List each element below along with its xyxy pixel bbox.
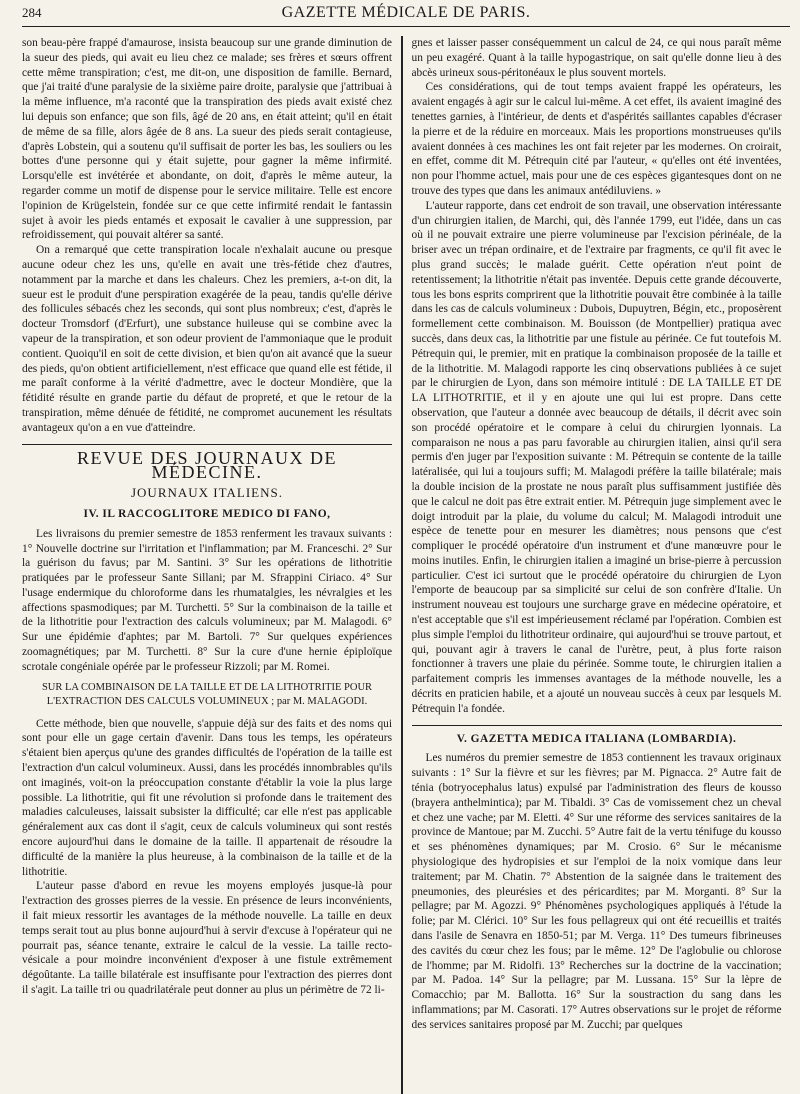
right-paragraph-2: Ces considérations, qui de tout temps avaient frappé les opérateurs, les avaient engagés à agir sur le calcul lui-même. A cet effet, ils avaient imaginé des tenettes garnies, à l'intérieur, de dents et d'aspérités saillantes capables d'écraser la pierre et de la réduire en morceaux. Mais les proportions monstrueuses qu'ils avaient données à ces machines les ont fait rejeter par les modernes. On croirait, en effet, comme dit M. Pétrequin cité par l'auteur, « qu'elles ont été inventées, non pour l'homme actuel, mais pour une de ces espèces gigantesques dont on ne trouve des types que dans les animaux antédiluviens. » <box>411 81 782 197</box>
review-subtitle: JOURNAUX ITALIENS. <box>130 485 283 501</box>
right-paragraph-3: L'auteur rapporte, dans cet endroit de son travail, une observation intéressante d'un chirurgien italien, de Marchi, qui, dès l'année 1799, eut l'idée, dans un cas où il ne pouvait extraire une pierre volumineuse par l'excision périnéale, de la briser avec un trépan ordinaire, et de l'extraire par fragments, ce qu'il fit avec le plus grand succès; le malade guérit. Cette opération n'eut point de retentissement; la lithotritie n'était pas inventée. Depuis cette grande découverte, tous les bons esprits comprirent que la lithotritie pouvait être combinée à la taille dans les cas de calculs volumineux : Dubois, Dupuytren, Bégin, etc., proposèrent formellement cette combinaison. M. Bouisson (de Montpellier) pratiqua avec succès, dans deux cas, la lithotritie par une fistule au périnée. Ce fut toutefois M. Pétrequin qui, le premier, mit en pratique la combinaison proposée de la taille et de la lithotritie. M. Malagodi rapporte les cinq observations publiées à ce sujet par le chirurgien de Lyon, dans son mémoire intitulé : DE LA TAILLE ET DE LA LITHOTRITIE, et il y en ajoute une qui lui est propre. Dans cette observation, que l'auteur a donnée avec beaucoup de détails, il décrit avec soin son procédé opératoire et le compare à celui du chirurgien lyonnais. La comparaison ne nous a pas paru favorable au chirurgien italien, ainsi qu'il sera permis d'en juger par l'exposition suivante : M. Pétrequin se contente de la taille latéralisée, qui lui a toujours suffi; M. Malagodi préfère la taille bilatérale; mais la double incision de la prostate ne nous paraît plus suffisamment justifiée dès que le calcul ne doit pas être extrait entier. M. Pétrequin juge simplement avec le doigt introduit par la plaie, du volume du calcul; M. Malagodi introduit une espèce de tenette pour en mesurer les diamètres; nous pensons que c'est compliquer le procédé opératoire d'un instrument et d'une manœuvre pour le moins inutiles. Enfin, le chirurgien italien a imaginé un brise-pierre à percussion particulier. C'est ici surtout que le procédé opératoire du chirurgien de Lyon l'emporte de beaucoup par sa simplicité sur celui de son confrère d'Italie. Un instrument nouveau est toujours une surcharge grave en médecine opératoire, et n'est acceptable que s'il est impérieusement réclamé par l'opération. Combien est plus simple l'emploi du lithotriteur ordinaire, qui aujourd'hui se trouve partout, et qui, pouvant agir à travers le canal de l'urètre, peut, à plus forte raison fonctionner à travers une plaie du périnée. Somme toute, le chirurgien italien a parfaitement compris les immenses avantages de la méthode nouvelle, les a décrits en praticien habile, et a ajouté un nouveau succès à ceux par lesquels M. Pétrequin l'a fondée. <box>411 199 782 715</box>
left-paragraph-2: On a remarqué que cette transpiration locale n'exhalait aucune ou presque aucune odeur chez les uns, qu'elle en avait une très-fétide chez d'autres, notamment par la marche et dans les chaleurs. Chez les premiers, a-t-on dit, la sueur est le produit d'une perspiration exagérée de la peau, tandis qu'elle dérive des follicules sébacés chez les seconds, qui sont plus nombreux; c'est, d'après le docteur Tromsdorf (d'Erfurt), une substance huileuse qui se combine avec la vapeur de la transpiration, et son odeur provient de l'ammoniaque que le produit contient. Quoiqu'il en soit de cette division, et bien qu'on ait avancé que la sueur des pieds, qu'on obtient artificiellement, n'est efficace que quand elle est fétide, il me paraît conforme à la vérité d'admettre, avec le docteur Mondière, que la fétidité résulte en grande partie du défaut de propreté, et que le retour de la transpiration, même dénuée de fétidité, ne compromet aucunement les résultats avantageux qu'on a en vue d'atteindre. <box>22 244 392 434</box>
column-rule <box>401 36 403 1094</box>
columns <box>22 36 790 1094</box>
article-heading: SUR LA COMBINAISON DE LA TAILLE ET DE LA LITHOTRITIE POUR L'EXTRACTION DES CALCULS VOLUMINEUX ; par M. MALAGODI. <box>41 681 373 707</box>
journal-title: GAZETTE MÉDICALE DE PARIS. <box>281 4 531 21</box>
section-heading-iv: IV. IL RACCOGLITORE MEDICO DI FANO, <box>83 507 331 520</box>
review-title: REVUE DES JOURNAUX DE MÉDECINE. <box>77 447 337 483</box>
page-header <box>22 0 790 27</box>
right-paragraph-1: gnes et laisser passer conséquemment un calcul de 24, ce qui nous paraît même un peu exagéré. Quant à la taille hypogastrique, on sait qu'elle donne lieu à des abcès urineux sous-péritonéaux le plus souvent mortels. <box>411 37 782 79</box>
left-column <box>22 36 392 1094</box>
left-paragraph-4: L'auteur passe d'abord en revue les moyens employés jusque-là pour l'extraction des grosses pierres de la vessie. En présence de leurs inconvénients, il fait mieux ressortir les avantages de la méthode nouvelle. La taille en deux temps serait tout au plus bonne aujourd'hui à servir d'excuse à l'opérateur qui ne pourrait pas, séance tenante, extraire le calcul de la vessie. La taille recto-vésicale a pour moindre inconvénient d'exposer à une fistule extrêmement dégoûtante. La taille bilatérale est insuffisante pour l'extraction des pierres dont il s'agit. La taille tri ou quadrilatérale peut donner au plus un périmètre de 72 li- <box>22 880 392 997</box>
section-heading-v: V. GAZETTA MEDICA ITALIANA (LOMBARDIA). <box>456 732 737 745</box>
section-divider-right <box>412 725 782 726</box>
section-divider <box>22 444 392 445</box>
page-number: 284 <box>22 5 42 20</box>
left-paragraph-1: son beau-père frappé d'amaurose, insista beaucoup sur une grande diminution de la sueur des pieds, qui avait eu lieu chez ce malade; ses frères et sœurs offrent cette même transpiration; c'est, me dit-on, une disposition de famille. Bernard, que j'ai traité d'une paralysie de la sixième paire droite, paralysie que j'attribuai à la même influence, m'a raconté que la transpiration des pieds avait existé chez lui depuis son enfance; que son fils, âgé de 20 ans, en était atteint; qu'il en était de même de sa fille, alors âgée de 8 ans. La sueur des pieds serait contagieuse, d'après Lobstein, qui a soutenu qu'il suffisait de porter les bas, les souliers ou les bottes d'une personne qui y était sujette, pour gagner la même infirmité. Lorsqu'elle est invétérée et abondante, on doit, d'après le même auteur, la regarder comme un motif de dispense pour le service militaire. Telle est encore l'opinion de Krügelstein, fondée sur ce que cette infirmité rendait le fantassin sujet à avoir les pieds entamés et exposait le cavalier à une suppression, par refroidissement, qui pouvait altérer sa santé. <box>22 37 392 242</box>
left-list-paragraph: Les livraisons du premier semestre de 1853 renferment les travaux suivants : 1° Nouvelle doctrine sur l'irritation et l'inflammation; par M. Franceschi. 2° Sur la guérison du favus; par M. Santini. 3° Sur les opérations de lithotritie pratiquées par le professeur Sante Sillani; par M. Sfrappini Ciriaco. 4° Sur l'usage endermique du chloroforme dans les rhumatalgies, les névralgies et les affections spasmodiques; par M. Turchetti. 5° Sur la combinaison de la taille et de la lithotritie pour l'extraction des calculs volumineux; par M. Malagodi. 6° Sur une épidémie d'aphtes; par M. Bartoli. 7° Sur quelques expériences zoomagnétiques; par M. Turchetti. 8° Sur la cure d'une hernie épiploïque scrotale congéniale opérée par le professeur Rizzoli; par M. Romei. <box>22 527 392 673</box>
right-column <box>412 36 782 1094</box>
right-paragraph-4: Les numéros du premier semestre de 1853 contiennent les travaux originaux suivants : 1° Sur la fièvre et sur les fièvres; par M. Pignacca. 2° Autre fait de ténia (botryocephalus latus) expulsé par l'administration des fleurs de kousso (brayera anthelmintica); par M. Tibaldi. 3° Cas de vomissement chez un cheval et chez une vache; par M. Eletti. 4° Sur une réforme des services sanitaires de la province de Mantoue; par M. Zucchi. 5° Autre fait de la vertu ténifuge du kousso et ses phénomènes dynamiques; par M. Crosio. 6° Sur le mécanisme physiologique des hydropisies et sur l'emploi de la noix vomique dans leur traitement; par M. Chatin. 7° Abstention de la saignée dans le traitement des pneumonies, des pleurésies et des péricardites; par M. Morganti. 8° Sur la pellagre; par M. Agozzi. 9° Phénomènes psychologiques appliqués à l'étude la folie; par M. Clérici. 10° Sur les fous pellagreux qui ont été recueillis et traités dans l'asile de Senavra en 1850-51; par M. Verga. 11° Des tumeurs fibrineuses des cavités du cœur chez les fous; par le même. 12° De l'aglobulie ou chlorose de l'homme; par M. Ridolfi. 13° Recherches sur la doctrine de la vaccination; par M. Padoa. 14° Sur la pellagre; par M. Lussana. 15° Sur la lèpre de Comacchio; par M. Ballotta. 16° Sur la soustraction du sang dans les inflammations; par M. Casorati. 17° Autres observations sur le projet de réforme des services sanitaires proposé par M. Zucchi; par quelques <box>411 752 782 1031</box>
left-paragraph-3: Cette méthode, bien que nouvelle, s'appuie déjà sur des faits et des noms qui sont pour elle un gage certain d'avenir. Dans tous les temps, les opérateurs s'étaient bien aperçus qu'une des grandes difficultés de l'opération de la taille est l'extraction d'un calcul volumineux. Aussi, dans les procédés innombrables qu'ils ont imaginés, voit-on la préoccupation constante d'établir la voie la plus large possible. La lithotritie, qui fit une révolution si profonde dans le traitement des maladies calculeuses, laissait subsister la difficulté; car elle n'est pas applicable généralement aux cas dont il s'agit, ceux de calculs volumineux qui sont restés encore aujourd'hui dans le domaine de la taille. Il appartenait de résoudre la difficulté de la manière la plus heureuse, à la combinaison de la taille et de la lithotritie. <box>22 717 392 878</box>
